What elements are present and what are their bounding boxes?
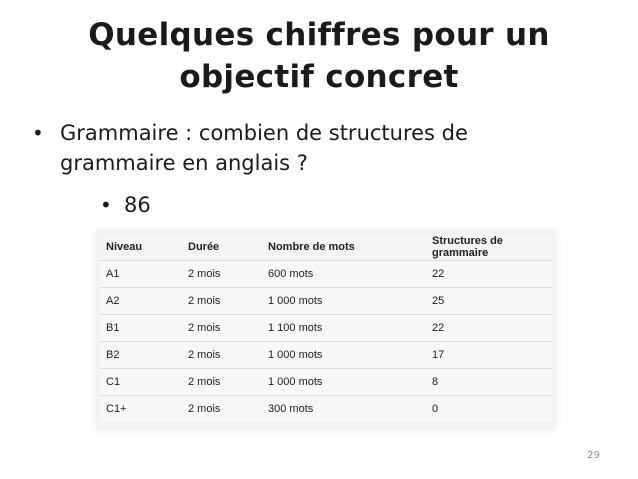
sub-bullet-text: 86 bbox=[124, 193, 151, 217]
cell-niveau: A1 bbox=[100, 261, 182, 288]
header-niveau: Niveau bbox=[100, 234, 182, 261]
cell-duree: 2 mois bbox=[182, 342, 262, 369]
sub-bullet-dot: • bbox=[100, 193, 112, 217]
cell-mots: 1 000 mots bbox=[262, 342, 426, 369]
cell-mots: 300 mots bbox=[262, 396, 426, 423]
cell-structures: 8 bbox=[426, 369, 552, 396]
slide-title-line-1: Quelques chiffres pour un bbox=[88, 17, 550, 53]
cell-structures: 22 bbox=[426, 315, 552, 342]
grammar-table-image bbox=[96, 230, 556, 430]
table-row bbox=[100, 315, 552, 342]
header-duree: Durée bbox=[182, 234, 262, 261]
cell-duree: 2 mois bbox=[182, 261, 262, 288]
cell-structures: 25 bbox=[426, 288, 552, 315]
cell-structures: 17 bbox=[426, 342, 552, 369]
cell-niveau: B2 bbox=[100, 342, 182, 369]
cell-duree: 2 mois bbox=[182, 288, 262, 315]
table-row bbox=[100, 261, 552, 288]
bullet-text: Grammaire : combien de structures de grammaire en anglais ? bbox=[60, 121, 468, 175]
header-nombre-de-mots: Nombre de mots bbox=[262, 234, 426, 261]
cell-duree: 2 mois bbox=[182, 315, 262, 342]
grammar-table bbox=[100, 234, 552, 422]
cell-mots: 1 100 mots bbox=[262, 315, 426, 342]
cell-duree: 2 mois bbox=[182, 369, 262, 396]
slide-title bbox=[40, 14, 598, 98]
table-header-row bbox=[100, 234, 552, 261]
cell-mots: 1 000 mots bbox=[262, 369, 426, 396]
cell-mots: 600 mots bbox=[262, 261, 426, 288]
table-row bbox=[100, 369, 552, 396]
table-row bbox=[100, 396, 552, 423]
cell-niveau: C1 bbox=[100, 369, 182, 396]
slide-title-line-2: objectif concret bbox=[179, 59, 459, 95]
cell-mots: 1 000 mots bbox=[262, 288, 426, 315]
cell-niveau: A2 bbox=[100, 288, 182, 315]
cell-structures: 0 bbox=[426, 396, 552, 423]
bullet-dot: • bbox=[32, 121, 44, 145]
cell-niveau: C1+ bbox=[100, 396, 182, 423]
header-structures: Structures de grammaire bbox=[426, 234, 552, 261]
slide-number: 29 bbox=[587, 450, 600, 461]
cell-structures: 22 bbox=[426, 261, 552, 288]
table-row bbox=[100, 288, 552, 315]
cell-niveau: B1 bbox=[100, 315, 182, 342]
table-row bbox=[100, 342, 552, 369]
cell-duree: 2 mois bbox=[182, 396, 262, 423]
